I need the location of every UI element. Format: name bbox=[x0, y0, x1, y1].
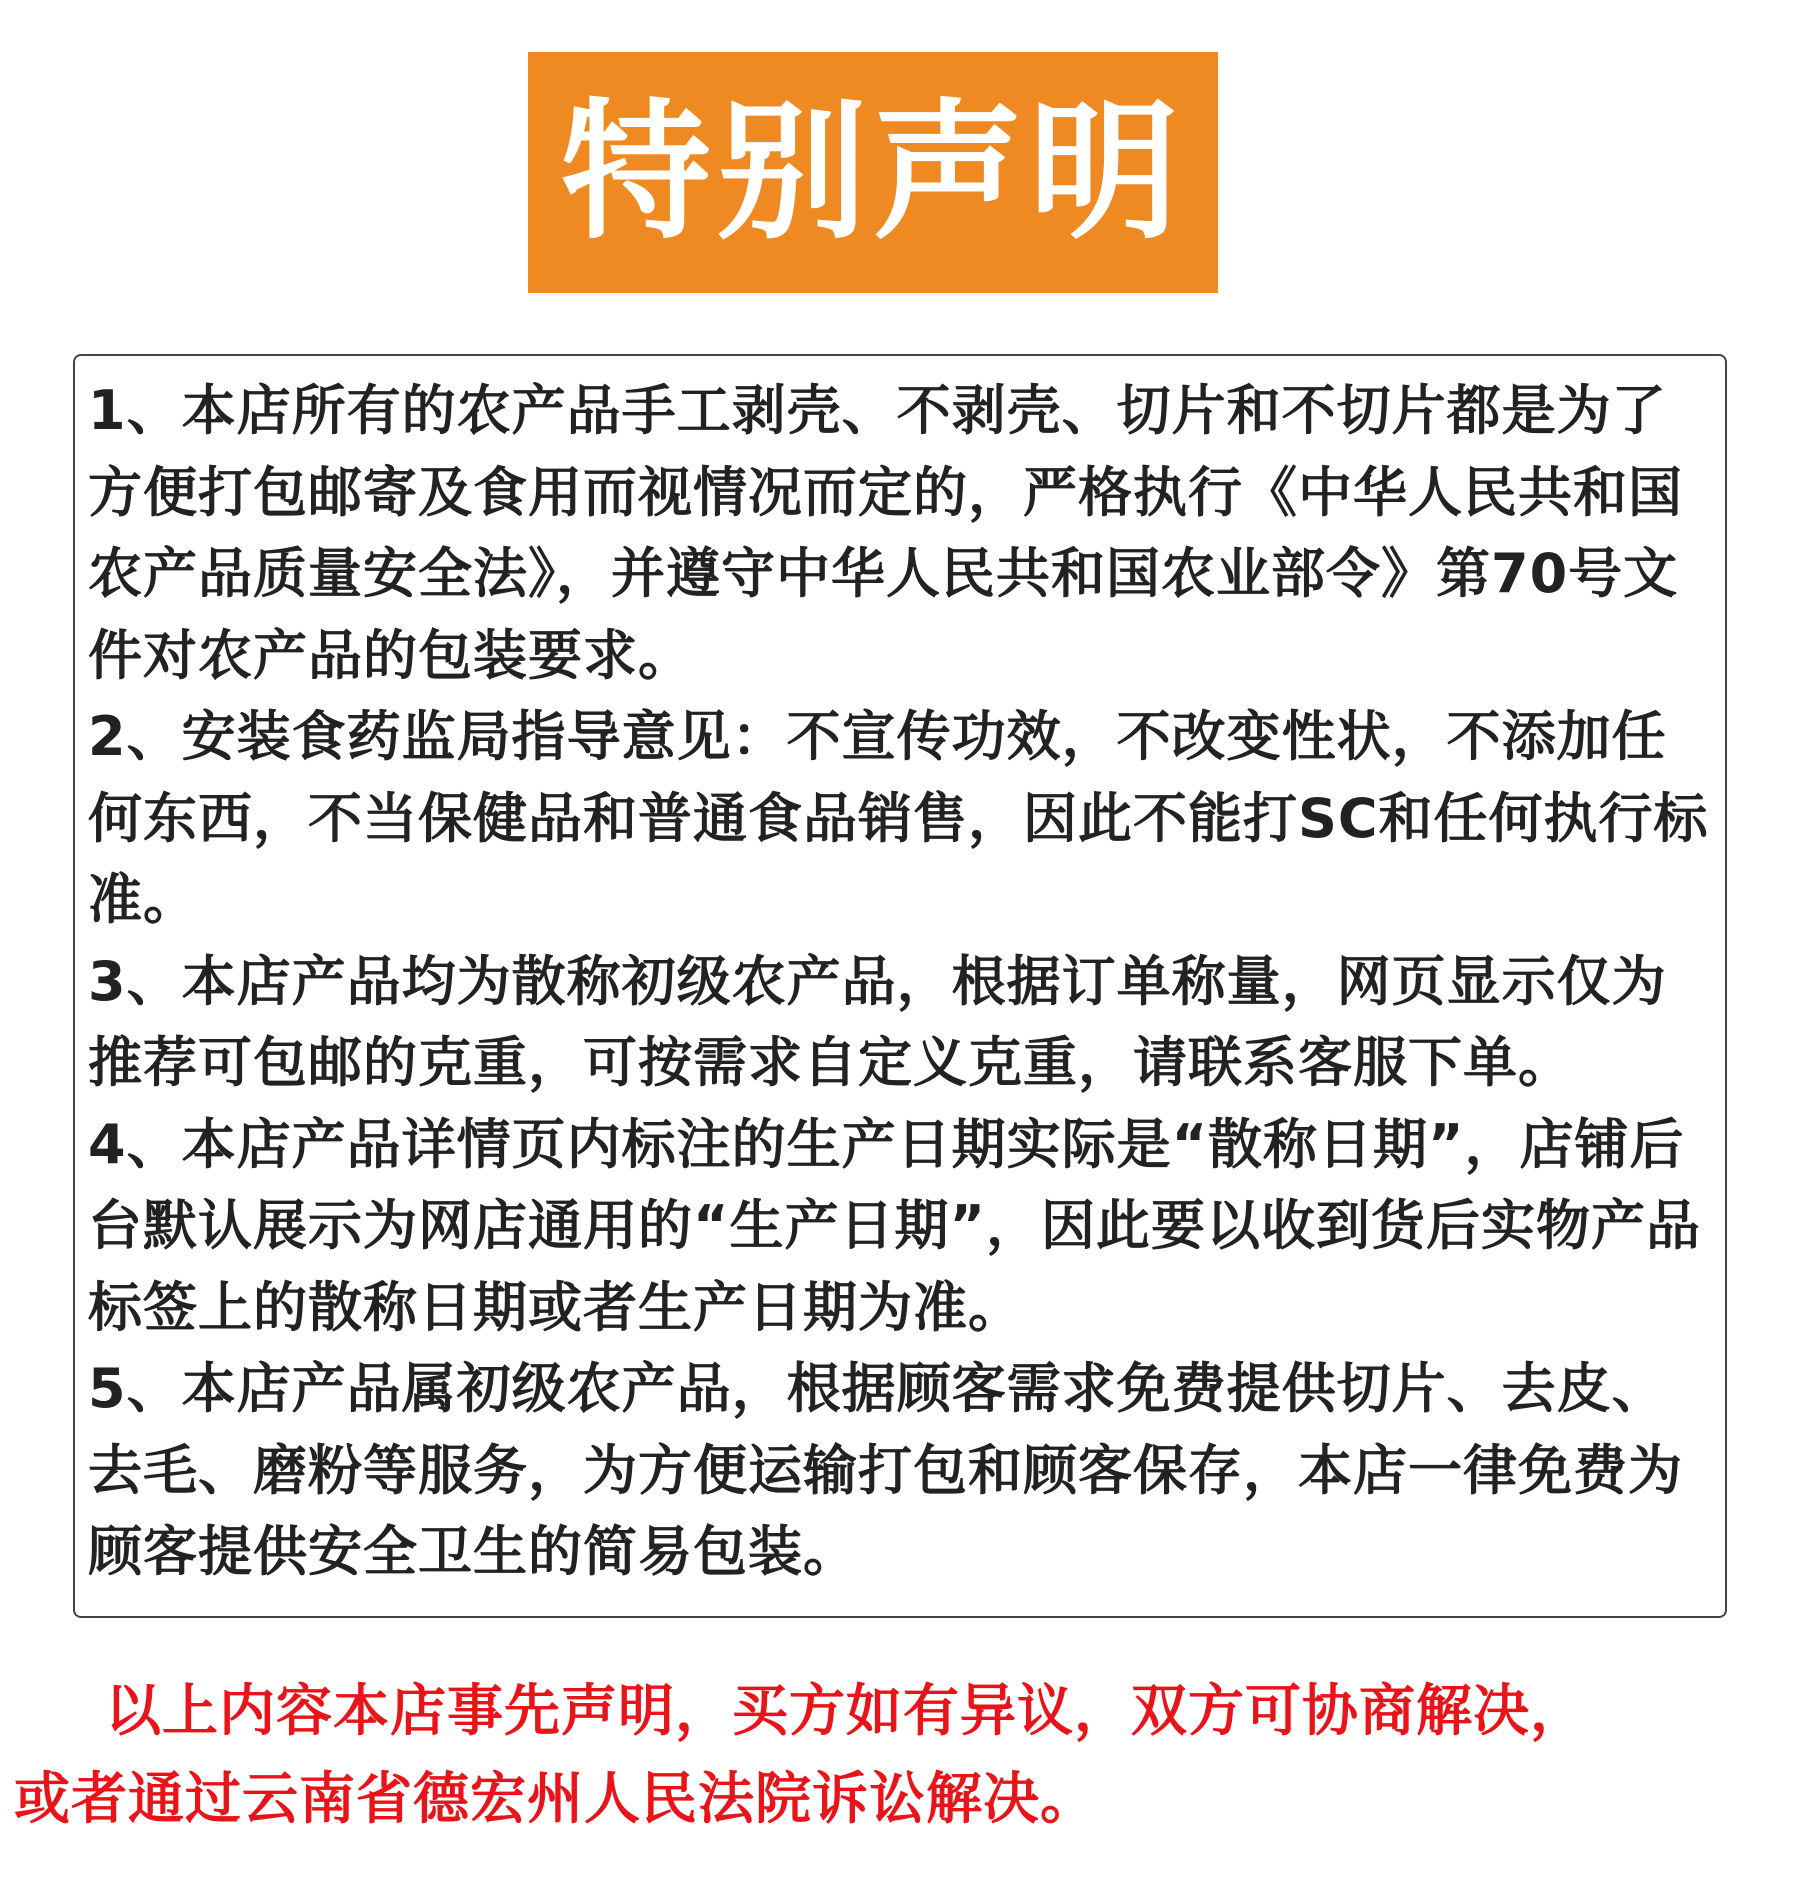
footer-statement bbox=[0, 1668, 1800, 1844]
page-title: 特别声明 bbox=[560, 85, 1185, 260]
notice-item-5: 5、本店产品属初级农产品，根据顾客需求免费提供切片、去皮、去毛、磨粉等服务，为方便运输打包和顾客保存，本店一律免费为顾客提供安全卫生的简易包装。 bbox=[88, 1357, 1683, 1583]
notice-item-1: 1、本店所有的农产品手工剥壳、不剥壳、切片和不切片都是为了方便打包邮寄及食用而视情况而定的，严格执行《中华人民共和国农产品质量安全法》，并遵守中华人民共和国农业部令》第70号文件对农产品的包装要求。 bbox=[88, 379, 1683, 687]
notice-list bbox=[88, 370, 1718, 1593]
footer-line-1: 以上内容本店事先声明，买方如有异议，双方可协商解决， bbox=[105, 1679, 1587, 1744]
footer-line-2: 或者通过云南省德宏州人民法院诉讼解决。 bbox=[14, 1767, 1097, 1832]
notice-item-3: 3、本店产品均为散称初级农产品，根据订单称量，网页显示仅为推荐可包邮的克重，可按需求自定义克重，请联系客服下单。 bbox=[88, 949, 1667, 1094]
notice-item-2: 2、安装食药监局指导意见：不宣传功效，不改变性状，不添加任何东西，不当保健品和普通食品销售，因此不能打SC和任何执行标准。 bbox=[88, 705, 1709, 931]
title-banner bbox=[528, 52, 1218, 293]
notice-item-4: 4、本店产品详情页内标注的生产日期实际是“散称日期”，店铺后台默认展示为网店通用的“生产日期”，因此要以收到货后实物产品标签上的散称日期或者生产日期为准。 bbox=[88, 1112, 1701, 1339]
